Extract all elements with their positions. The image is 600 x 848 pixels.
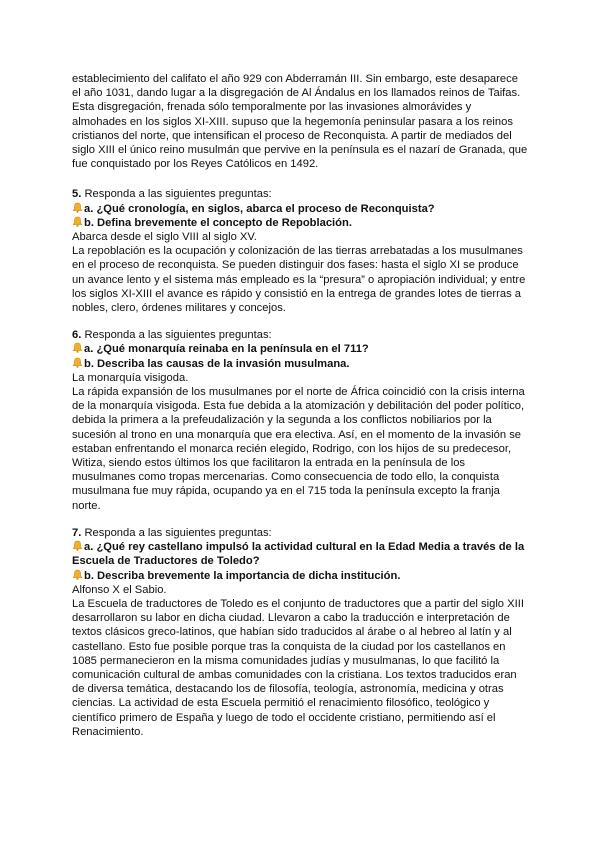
sub-question-a-text: a. ¿Qué cronología, en siglos, abarca el proceso de Reconquista?: [84, 202, 435, 215]
intro-paragraph: establecimiento del califato el año 929 con Abderramán III. Sin embargo, este desaparece el año 1031, dando lugar a la disgregación de Al Ándalus en los llamados reinos de Taifas. Esta disgregación, frenada sólo temporalmente por las invasiones almorávides y almohades en los siglos XI-XIII. supuso que la hegemonía peninsular pasara a los reinos cristianos del norte, que intensifican el proceso de Reconquista. A partir de mediados del siglo XIII el único reino musulmán que pervive en la península es el nazarí de Granada, que fue conquistado por los Reyes Católicos en 1492.: [72, 73, 528, 171]
sub-question-b: [72, 357, 528, 371]
question-number: 6.: [72, 329, 82, 342]
question-block-6: [72, 328, 528, 513]
sub-question-a: [72, 202, 528, 216]
question-lead: Responda a las siguientes preguntas:: [81, 329, 272, 342]
question-lead: Responda a las siguientes preguntas:: [81, 526, 272, 539]
bell-icon: [72, 569, 83, 580]
bell-icon: [72, 202, 83, 213]
sub-question-a-text: a. ¿Qué monarquía reinaba en la península en el 711?: [84, 343, 369, 356]
bell-icon: [72, 540, 83, 551]
question-number: 5.: [72, 188, 82, 201]
sub-question-b: [72, 569, 528, 583]
sub-question-b: [72, 216, 528, 230]
document-body: [72, 72, 528, 739]
bell-icon: [72, 216, 83, 227]
sub-question-b-text: b. Defina brevemente el concepto de Repoblación.: [84, 216, 352, 229]
answer-b: La Escuela de traductores de Toledo es el conjunto de traductores que a partir del siglo XIII desarrollaron su labor en dicha ciudad. Llevaron a cabo la traducción e interpretación de textos clásicos greco-latinos, que habían sido traducidos al árabe o al hebreo al latín y al castellano. Esto fue posible porque tras la conquista de la ciudad por los castellanos en 1085 permanecieron en la misma comunidades judías y musulmanas, lo que facilitó la comunicación cultural de ambas comunidades con la cristiana. Los textos traducidos eran de diversa temática, destacando los de filosofía, teología, astronomía, medicina y otras ciencias. La actividad de esta Escuela permitió el renacimiento filosófico, teológico y científico primero de España y luego de todo el occidente cristiano, permitiendo así el Renacimiento.: [72, 597, 524, 738]
sub-question-a-text: a. ¿Qué rey castellano impulsó la actividad cultural en la Edad Media a través de la Escuela de Traductores de Toledo?: [72, 541, 525, 568]
question-block-7: [72, 526, 528, 739]
question-header: [72, 187, 528, 201]
answer-b: La repoblación es la ocupación y colonización de las tierras arrebatadas a los musulmanes en el proceso de reconquista. Se pueden distinguir dos fases: hasta el siglo XI se produce un avance lento y el sistema más empleado es la “presura” o apropiación individual; y entre los siglos XI-XIII el avance es rápido y consistió en la entrega de grandes lotes de tierras a nobles, clero, órdenes militares y concejos.: [72, 245, 526, 315]
sub-question-b-text: b. Describa brevemente la importancia de dicha institución.: [84, 569, 401, 582]
sub-question-b-text: b. Describa las causas de la invasión musulmana.: [84, 357, 350, 370]
bell-icon: [72, 357, 83, 368]
answer-a: Abarca desde el siglo VIII al siglo XV.: [72, 231, 257, 244]
question-number: 7.: [72, 526, 82, 539]
question-lead: Responda a las siguientes preguntas:: [81, 188, 272, 201]
question-header: [72, 526, 528, 540]
bell-icon: [72, 342, 83, 353]
question-block-5: [72, 187, 528, 315]
answer-a: La monarquía visigoda.: [72, 371, 189, 384]
answer-a: Alfonso X el Sabio.: [72, 583, 167, 596]
question-header: [72, 328, 528, 342]
sub-question-a: [72, 342, 528, 356]
sub-question-a: [72, 540, 528, 568]
answer-b: La rápida expansión de los musulmanes por el norte de África coincidió con la crisis interna de la monarquía visigoda. Esta fue debida a la atomización y debilitación del poder político, debida la primera a la prefeudalización y la segunda a los conflictos nobiliarios por la sucesión al trono en una monarquía que era electiva. Así, en el momento de la invasión se estaban enfrentando el monarca recién elegido, Rodrigo, con los hijos de su predecesor, Witiza, siendo estos últimos los que facilitaron la entrada en la península de los musulmanes como tropas mercenarias. Como consecuencia de todo ello, la conquista musulmana fue muy rápida, ocupando ya en el 715 toda la península excepto la franja norte.: [72, 386, 525, 512]
